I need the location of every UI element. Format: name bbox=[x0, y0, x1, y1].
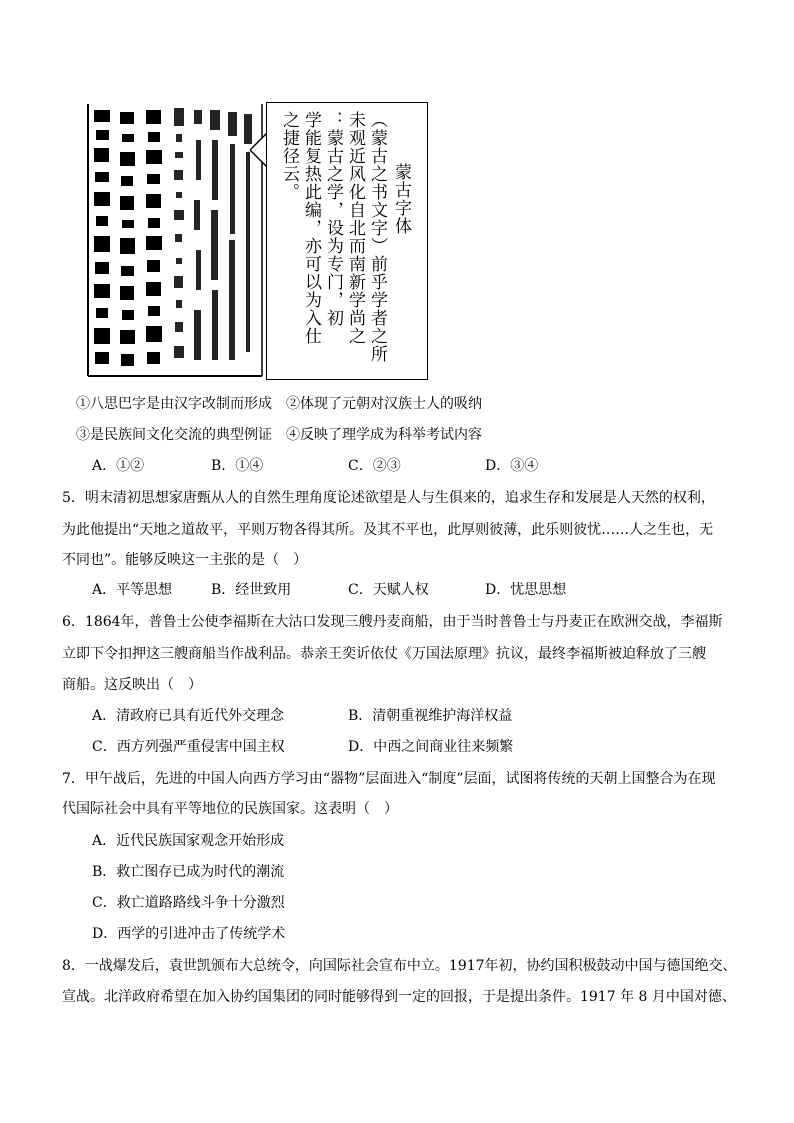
q7-option-a: A．近代民族国家观念开始形成 bbox=[92, 833, 285, 849]
q4-statement-1: ①八思巴字是由汉字改制而形成 ②体现了元朝对汉族士人的吸纳 bbox=[76, 396, 482, 412]
q4-option-b: B．①④ bbox=[211, 458, 264, 474]
q5-option-c: C．天赋人权 bbox=[348, 582, 429, 598]
q6-option-a: A．清政府已具有近代外交理念 bbox=[92, 708, 285, 724]
callout-column: ：蒙古之学，设为专门，初 bbox=[323, 111, 343, 327]
q4-option-c: C．②③ bbox=[348, 458, 401, 474]
q6-option-d: D．中西之间商业往来频繁 bbox=[348, 739, 514, 755]
callout-heading: 蒙古字体 bbox=[391, 163, 411, 235]
callout-column: 学能复热此编，亦可以为入仕 bbox=[301, 111, 321, 345]
q5-option-a: A．平等思想 bbox=[92, 582, 173, 598]
callout-column: 未观近风化自北而南新学尚之 bbox=[345, 111, 365, 345]
q6-stem-line: 立即下令扣押这三艘商船当作战利品。恭亲王奕䜣依仗《万国法原理》抗议，最终李福斯被迫释放了三艘 bbox=[62, 646, 706, 662]
q4-option-a: A．①② bbox=[92, 458, 145, 474]
q6-option-c: C．西方列强严重侵害中国主权 bbox=[92, 739, 285, 755]
q7-option-d: D．西学的引进冲击了传统学术 bbox=[92, 926, 286, 942]
q5-option-d: D．忧思思想 bbox=[485, 582, 567, 598]
callout-column: （蒙古之书文字）前乎学者之所 bbox=[367, 111, 387, 363]
q7-stem-line: 7．甲午战后，先进的中国人向西方学习由“器物”层面进入“制度”层面，试图将传统的天朝上国整合为在现 bbox=[62, 771, 716, 787]
callout-column: 之捷径云。 bbox=[279, 111, 299, 201]
q7-option-b: B．救亡图存已成为时代的潮流 bbox=[92, 864, 285, 880]
q5-stem-line: 为此他提出“天地之道故平，平则万物各得其所。及其不平也，此厚则彼薄，此乐则彼忧……人之生也，无 bbox=[62, 522, 714, 538]
q6-stem-line: 6．1864年，普鲁士公使李福斯在大沽口发现三艘丹麦商船，由于当时普鲁士与丹麦正在欧洲交战，李福斯 bbox=[62, 614, 723, 630]
q4-option-d: D．③④ bbox=[485, 458, 539, 474]
book-figure bbox=[86, 100, 428, 382]
q7-option-c: C．救亡道路路线斗争十分激烈 bbox=[92, 895, 285, 911]
q8-stem-line: 8．一战爆发后，袁世凯颁布大总统令，向国际社会宣布中立。1917年初，协约国积极鼓动中国与德国绝交、 bbox=[62, 958, 737, 974]
q5-stem-line: 5．明末清初思想家唐甄从人的自然生理角度论述欲望是人与生俱来的，追求生存和发展是人天然的权利， bbox=[62, 490, 715, 506]
q5-option-b: B．经世致用 bbox=[211, 582, 292, 598]
q6-option-b: B．清朝重视维护海洋权益 bbox=[348, 708, 513, 724]
q7-stem-line: 代国际社会中具有平等地位的民族国家。这表明（ ） bbox=[62, 801, 398, 817]
mongolian-script-book-image bbox=[86, 100, 264, 382]
callout-box bbox=[266, 102, 428, 380]
q8-stem-line: 宣战。北洋政府希望在加入协约国集团的同时能够得到一定的回报，于是提出条件。1917 年 8 月中国对德、 bbox=[62, 989, 736, 1005]
q5-stem-line: 不同也”。能够反映这一主张的是（ ） bbox=[62, 552, 308, 568]
q4-statement-2: ③是民族间文化交流的典型例证 ④反映了理学成为科举考试内容 bbox=[76, 427, 482, 443]
q6-stem-line: 商船。这反映出（ ） bbox=[62, 677, 202, 693]
